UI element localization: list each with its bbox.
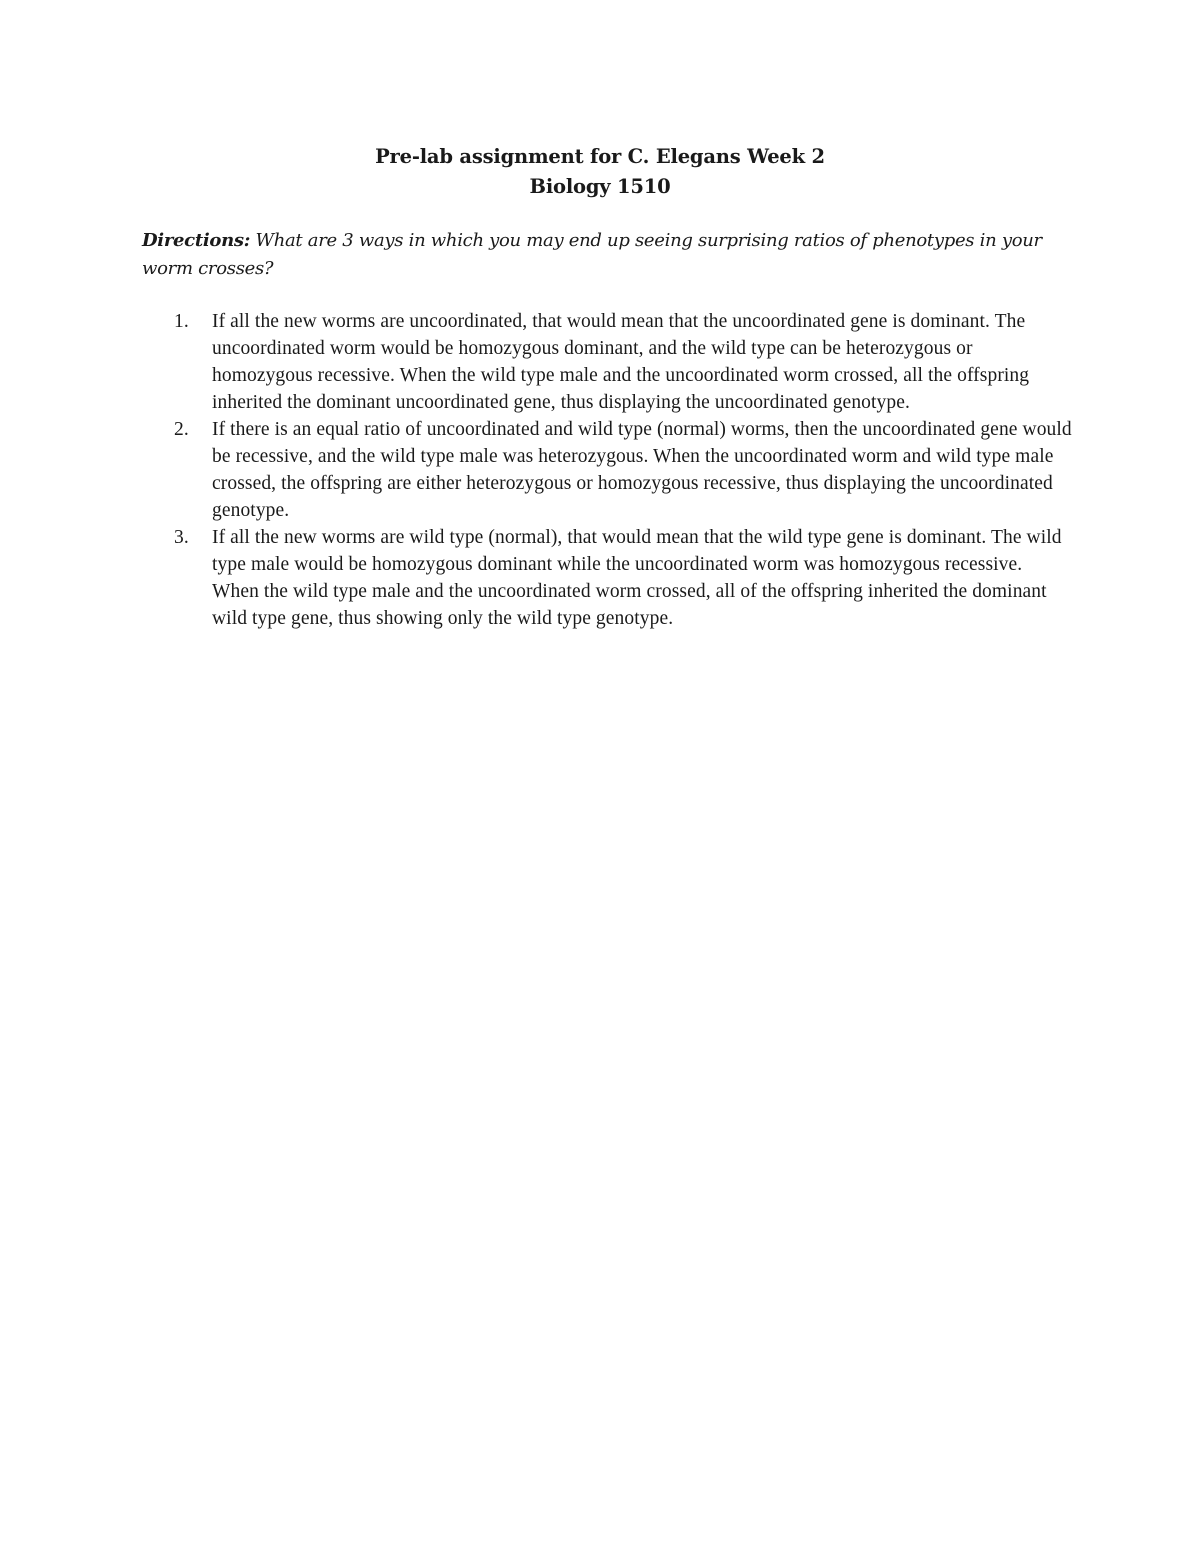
list-item-number: 2. [174, 419, 189, 440]
title-block [0, 142, 1200, 202]
list-item-text: If all the new worms are uncoordinated, that would mean that the uncoordinated gene is dominant. The uncoordinated worm would be homozygous dominant, and the wild type can be heterozygous or homozygous recessive. When the wild type male and the uncoordinated worm crossed, all the offspring inherited the dominant uncoordinated gene, thus displaying the uncoordinated genotype. [212, 311, 1030, 413]
list-item-text: If there is an equal ratio of uncoordinated and wild type (normal) worms, then the uncoordinated gene would be recessive, and the wild type male was heterozygous. When the uncoordinated worm and wild type male crossed, the offspring are either heterozygous or homozygous recessive, thus displaying the uncoordinated genotype. [212, 419, 1072, 521]
list-item [142, 524, 1072, 632]
directions-paragraph [142, 227, 1062, 283]
answer-list [142, 308, 1072, 632]
document-subtitle: Biology 1510 [529, 175, 671, 198]
list-item-text: If all the new worms are wild type (normal), that would mean that the wild type gene is dominant. The wild type male would be homozygous dominant while the uncoordinated worm was homozygous recessive. When the wild type male and the uncoordinated worm crossed, all of the offspring inherited the dominant wild type gene, thus showing only the wild type genotype. [212, 527, 1062, 629]
list-item-number: 1. [174, 311, 189, 332]
list-item [142, 308, 1072, 416]
document-title: Pre-lab assignment for C. Elegans Week 2 [375, 145, 825, 168]
directions-label: Directions: [142, 230, 251, 251]
directions-question: What are 3 ways in which you may end up seeing surprising ratios of phenotypes in your worm crosses? [142, 230, 1042, 279]
list-item [142, 416, 1072, 524]
list-item-number: 3. [174, 527, 189, 548]
